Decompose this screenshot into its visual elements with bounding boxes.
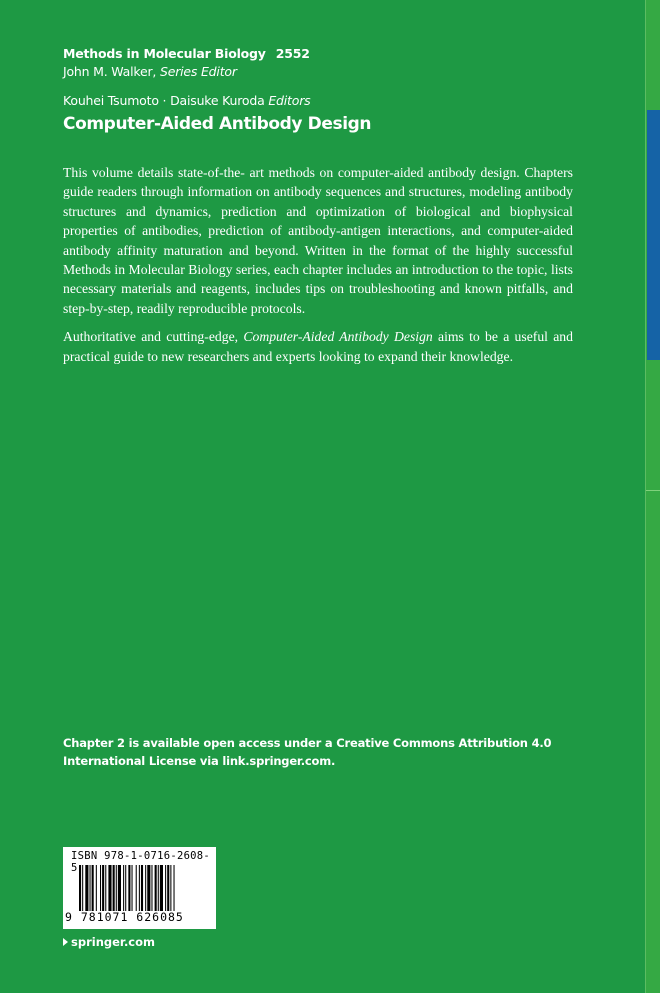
paragraph-2-title: Computer-Aided Antibody Design xyxy=(243,329,433,345)
book-description xyxy=(63,163,573,375)
isbn-barcode xyxy=(63,847,216,929)
barcode-bar xyxy=(85,865,88,911)
barcode-bar xyxy=(125,865,126,911)
open-access-line-2: International License via link.springer.com. xyxy=(63,753,336,768)
barcode-bar xyxy=(174,865,175,911)
series-name: Methods in Molecular Biology xyxy=(63,46,266,61)
barcode-bar xyxy=(160,865,163,911)
barcode-bar xyxy=(123,865,124,911)
editor-role: Editors xyxy=(268,93,311,108)
barcode-bar xyxy=(92,865,94,911)
barcode-bar xyxy=(82,865,83,911)
series-editor-name: John M. Walker, xyxy=(63,64,157,79)
barcode-bar xyxy=(116,865,117,911)
paragraph-2-end: aims to be a useful and practical guide to new researchers and experts looking to expand their knowledge. xyxy=(63,329,573,364)
description-paragraph-1: This volume details state-of-the- art methods on computer-aided antibody design. Chapters guide readers through information on antibody sequences and structures, modeling antibody structures and dynamics, prediction and optimization of biological and biophysical properties of antibodies, prediction of antibody-antigen interactions, and computer-aided antibody affinity maturation and beyond. Written in the format of the highly successful Methods in Molecular Biology series, each chapter includes an introduction to the topic, lists necessary materials and reagents, includes tips on troubleshooting and known pitfalls, and step-by-step, readily reproducible protocols. xyxy=(63,165,573,316)
spine-divider xyxy=(646,490,660,491)
barcode-bar xyxy=(90,865,91,911)
barcode-bar xyxy=(96,865,97,911)
publisher-link-text: springer.com xyxy=(71,935,156,949)
barcode-bar xyxy=(113,865,115,911)
editor-names: Kouhei Tsumoto · Daisuke Kuroda xyxy=(63,93,265,108)
series-editor-role: Series Editor xyxy=(159,64,237,79)
barcode-bar xyxy=(108,865,111,911)
book-title: Computer-Aided Antibody Design xyxy=(63,114,372,134)
barcode-bar xyxy=(155,865,157,911)
open-access-note xyxy=(63,735,551,770)
arrow-right-icon xyxy=(63,938,68,946)
open-access-line-1: Chapter 2 is available open access under a Creative Commons Attribution 4.0 xyxy=(63,736,552,750)
isbn-label: ISBN 978-1-0716-2608-5 xyxy=(71,850,211,874)
barcode-bar xyxy=(170,865,171,911)
barcode-bar xyxy=(102,865,104,911)
spine-blue-band xyxy=(647,110,660,360)
barcode-bar xyxy=(139,865,140,911)
series-info xyxy=(63,45,310,81)
description-paragraph-2 xyxy=(63,327,573,366)
paragraph-2-start: Authoritative and cutting-edge, xyxy=(63,329,244,345)
barcode-bar xyxy=(145,865,146,911)
series-number: 2552 xyxy=(275,46,310,61)
barcode-bar xyxy=(132,865,133,911)
barcode-digits: 9 781071 626085 xyxy=(65,910,184,924)
barcode-bar xyxy=(167,865,169,911)
barcode-bar xyxy=(165,865,166,911)
barcode-bar xyxy=(147,865,150,911)
barcode-bar xyxy=(128,865,130,911)
barcode-bar xyxy=(136,865,137,911)
publisher-link[interactable] xyxy=(63,935,155,949)
book-editors xyxy=(63,92,310,110)
barcode-bars xyxy=(79,865,209,911)
barcode-bar xyxy=(158,865,159,911)
barcode-bar xyxy=(105,865,106,911)
barcode-bar xyxy=(100,865,101,911)
barcode-bar xyxy=(151,865,152,911)
barcode-bar xyxy=(118,865,121,911)
barcode-bar xyxy=(79,865,81,911)
barcode-bar xyxy=(141,865,143,911)
